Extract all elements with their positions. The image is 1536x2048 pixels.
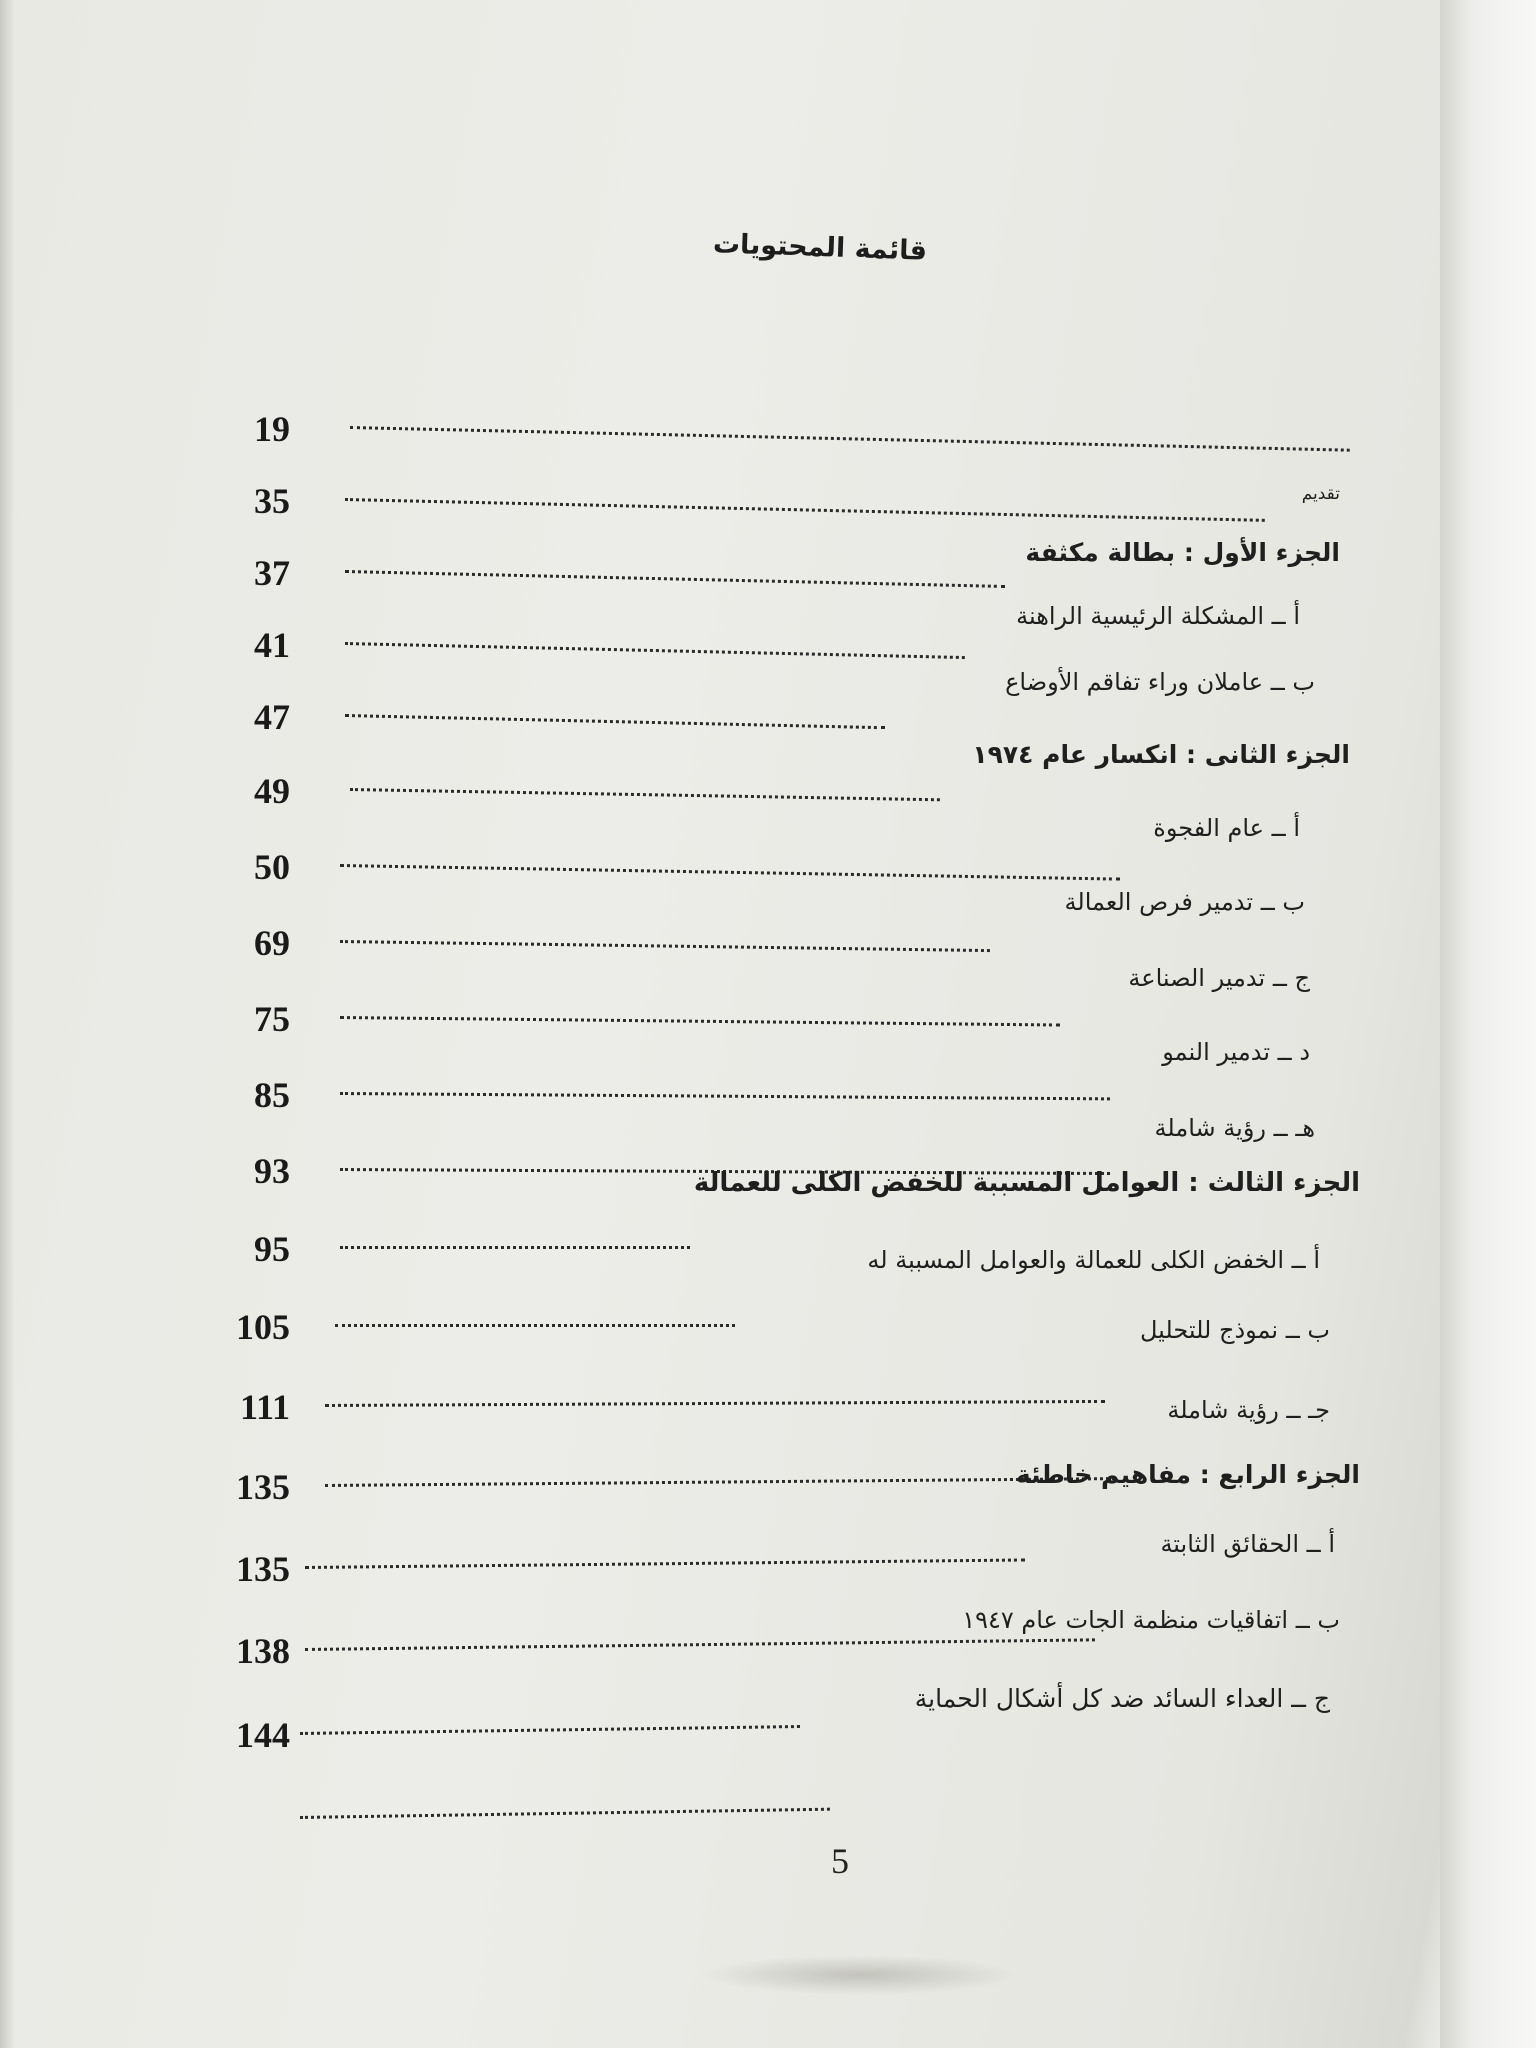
toc-page-number: 95 (254, 1229, 290, 1269)
toc-leader-dots (350, 788, 940, 801)
toc-page-number: 135 (236, 1549, 290, 1589)
toc-page-number: 50 (254, 847, 290, 887)
toc-entry-label: ب ــ عاملان وراء تفاقم الأوضاع (1005, 668, 1315, 696)
toc-leader-dots (340, 1092, 1110, 1100)
toc-row (190, 400, 1360, 460)
toc-entry-label: أ ــ الخفض الكلى للعمالة والعوامل المسببة له (867, 1246, 1320, 1274)
toc-leader-dots (325, 1400, 1105, 1407)
toc-entry-label: د ــ تدمير النمو (1162, 1038, 1310, 1066)
toc-row (190, 538, 1360, 604)
toc-entry-label: ب ــ نموذج للتحليل (1139, 1316, 1330, 1344)
toc-leader-dots (340, 864, 1120, 881)
toc-page-number: 144 (236, 1715, 290, 1755)
toc-page-number: 19 (254, 409, 290, 449)
toc-leader-dots (300, 1725, 800, 1735)
toc-leader-dots (340, 1246, 690, 1249)
toc-page-number: 41 (254, 625, 290, 665)
toc-row (190, 472, 1360, 532)
toc-page-number: 47 (254, 697, 290, 737)
toc-entry-label: الجزء الأول : بطالة مكثفة (1025, 538, 1340, 567)
toc-entry-label: ج ــ تدمير الصناعة (1128, 964, 1310, 992)
toc-entry-label: أ ــ عام الفجوة (1153, 814, 1300, 842)
toc-page-number: 85 (254, 1075, 290, 1115)
toc-leader-dots (340, 1016, 1060, 1027)
toc-page-number: 49 (254, 771, 290, 811)
toc-page-number: 75 (254, 999, 290, 1039)
toc-page-number: 37 (254, 553, 290, 593)
toc-page-number: 35 (254, 481, 290, 521)
toc-entry-label: الجزء الثانى : انكسار عام ١٩٧٤ (972, 740, 1350, 769)
page-title: قائمة المحتويات (712, 228, 928, 267)
toc-leader-dots (345, 570, 1005, 588)
toc-leader-dots (345, 642, 965, 659)
toc-leader-dots (345, 498, 1265, 522)
toc-row (190, 740, 1360, 822)
toc-page-number: 138 (236, 1631, 290, 1671)
toc-page-number: 93 (254, 1151, 290, 1191)
toc-leader-dots (335, 1324, 735, 1327)
toc-leader-dots (300, 1808, 830, 1819)
toc-entry-label: تقديم (1301, 484, 1340, 504)
toc-entry-label: الجزء الرابع : مفاهيم خاطئة (1016, 1460, 1360, 1489)
toc-entry-label: هـ ــ رؤية شاملة (1154, 1114, 1315, 1142)
toc-entry-label: الجزء الثالث : العوامل المسببة للخفض الكلى للعمالة (693, 1168, 1360, 1198)
toc-leader-dots (305, 1558, 1025, 1569)
toc-leader-dots (345, 714, 885, 729)
toc-entry-label: ب ــ تدمير فرص العمالة (1064, 888, 1305, 916)
page-smudge (700, 1955, 1020, 1995)
toc-row (190, 668, 1360, 748)
toc-leader-dots (305, 1638, 1095, 1651)
toc-row (190, 602, 1360, 676)
toc-entry-label: أ ــ المشكلة الرئيسية الراهنة (1016, 602, 1300, 630)
page-number: 5 (831, 1841, 849, 1881)
toc-page-number: 111 (239, 1387, 290, 1427)
toc-page-number: 105 (236, 1307, 290, 1347)
toc-leader-dots (340, 940, 990, 952)
toc-page-number: 69 (254, 923, 290, 963)
toc-entry-label: أ ــ الحقائق الثابتة (1160, 1530, 1335, 1558)
toc-entry-label: ج ــ العداء السائد ضد كل أشكال الحماية (914, 1684, 1330, 1713)
toc-leader-dots (350, 426, 1350, 452)
toc-page-number: 135 (236, 1467, 290, 1507)
toc-leader-dots (325, 1477, 1115, 1487)
toc-entry-label: جـ ــ رؤية شاملة (1167, 1396, 1330, 1424)
toc-entry-label: ب ــ اتفاقيات منظمة الجات عام ١٩٤٧ (962, 1606, 1340, 1634)
